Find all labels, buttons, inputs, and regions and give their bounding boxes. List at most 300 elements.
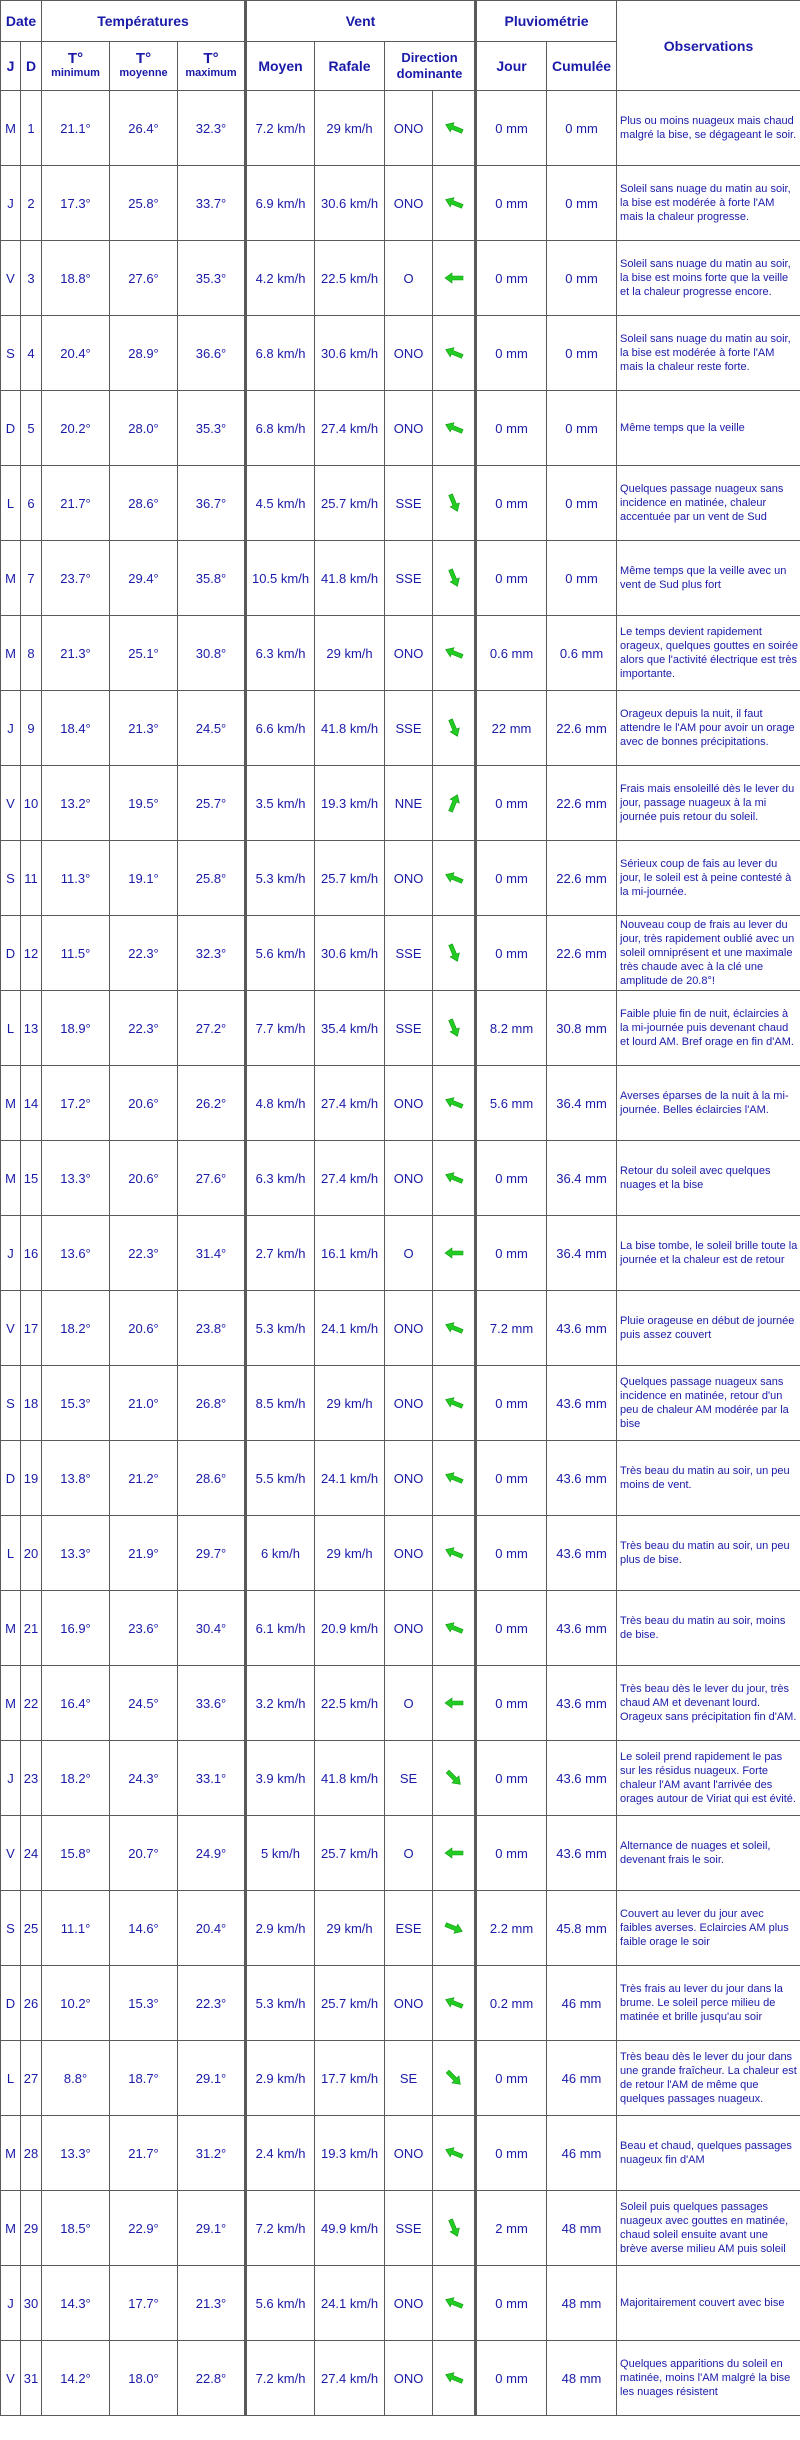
wind-avg: 5 km/h xyxy=(246,1816,315,1891)
day-letter: S xyxy=(1,1366,21,1441)
day-number: 14 xyxy=(21,1066,42,1141)
rain-day: 0.6 mm xyxy=(476,616,547,691)
day-letter: D xyxy=(1,1441,21,1516)
temp-avg: 28.9° xyxy=(110,316,178,391)
wind-avg: 3.9 km/h xyxy=(246,1741,315,1816)
day-letter: J xyxy=(1,2266,21,2341)
day-number: 5 xyxy=(21,391,42,466)
rain-cumulative: 43.6 mm xyxy=(547,1291,617,1366)
rain-day: 0 mm xyxy=(476,91,547,166)
header-tmoy: T° moyenne xyxy=(110,42,178,91)
wind-arrow xyxy=(433,2341,476,2416)
rain-cumulative: 0.6 mm xyxy=(547,616,617,691)
temp-min: 21.1° xyxy=(42,91,110,166)
observation: Plus ou moins nuageux mais chaud malgré la bise, se dégageant le soir. xyxy=(617,91,800,166)
observation: Même temps que la veille xyxy=(617,391,800,466)
wind-arrow xyxy=(433,691,476,766)
rain-day: 0 mm xyxy=(476,841,547,916)
temp-max: 31.4° xyxy=(178,1216,246,1291)
rain-day: 5.6 mm xyxy=(476,1066,547,1141)
rain-day: 0 mm xyxy=(476,166,547,241)
wind-gust: 22.5 km/h xyxy=(315,1666,385,1741)
wind-avg: 6 km/h xyxy=(246,1516,315,1591)
wind-direction: ONO xyxy=(385,841,433,916)
observation: Soleil sans nuage du matin au soir, la bise est moins forte que la veille et la chaleur progresse encore. xyxy=(617,241,800,316)
temp-avg: 21.3° xyxy=(110,691,178,766)
rain-cumulative: 46 mm xyxy=(547,1966,617,2041)
rain-cumulative: 45.8 mm xyxy=(547,1891,617,1966)
rain-cumulative: 22.6 mm xyxy=(547,766,617,841)
temp-max: 33.7° xyxy=(178,166,246,241)
wind-arrow-icon xyxy=(444,643,464,663)
wind-direction: ONO xyxy=(385,1591,433,1666)
wind-arrow-icon xyxy=(444,568,464,588)
table-row xyxy=(1,316,800,391)
temp-min: 10.2° xyxy=(42,1966,110,2041)
temp-max: 33.6° xyxy=(178,1666,246,1741)
rain-cumulative: 0 mm xyxy=(547,166,617,241)
wind-direction: ONO xyxy=(385,166,433,241)
temp-min: 20.4° xyxy=(42,316,110,391)
wind-direction: SSE xyxy=(385,991,433,1066)
day-letter: L xyxy=(1,466,21,541)
temp-max: 23.8° xyxy=(178,1291,246,1366)
temp-min: 11.1° xyxy=(42,1891,110,1966)
day-number: 18 xyxy=(21,1366,42,1441)
observation: Très beau du matin au soir, moins de bise. xyxy=(617,1591,800,1666)
rain-cumulative: 22.6 mm xyxy=(547,841,617,916)
rain-day: 0 mm xyxy=(476,241,547,316)
table-row xyxy=(1,841,800,916)
day-letter: M xyxy=(1,616,21,691)
rain-day: 0 mm xyxy=(476,1591,547,1666)
rain-day: 0 mm xyxy=(476,1216,547,1291)
rain-cumulative: 43.6 mm xyxy=(547,1666,617,1741)
temp-min: 21.7° xyxy=(42,466,110,541)
wind-arrow xyxy=(433,466,476,541)
observation: Quelques passage nuageux sans incidence en matinée, chaleur accentuée par un vent de Sud xyxy=(617,466,800,541)
rain-day: 0 mm xyxy=(476,1516,547,1591)
day-letter: D xyxy=(1,391,21,466)
wind-arrow-icon xyxy=(444,1393,464,1413)
wind-direction: SSE xyxy=(385,916,433,991)
rain-cumulative: 30.8 mm xyxy=(547,991,617,1066)
table-row xyxy=(1,766,800,841)
wind-arrow-icon xyxy=(444,118,464,138)
wind-arrow xyxy=(433,1666,476,1741)
rain-cumulative: 36.4 mm xyxy=(547,1141,617,1216)
wind-arrow xyxy=(433,1066,476,1141)
temp-max: 27.6° xyxy=(178,1141,246,1216)
rain-day: 0 mm xyxy=(476,2116,547,2191)
wind-avg: 2.9 km/h xyxy=(246,1891,315,1966)
header-pluviometrie: Pluviométrie xyxy=(476,1,617,42)
day-number: 11 xyxy=(21,841,42,916)
temp-max: 22.8° xyxy=(178,2341,246,2416)
table-row xyxy=(1,2116,800,2191)
temp-min: 15.8° xyxy=(42,1816,110,1891)
day-letter: M xyxy=(1,2116,21,2191)
temp-max: 31.2° xyxy=(178,2116,246,2191)
temp-avg: 22.3° xyxy=(110,991,178,1066)
wind-avg: 6.3 km/h xyxy=(246,1141,315,1216)
wind-arrow-icon xyxy=(444,1018,464,1038)
temp-avg: 28.6° xyxy=(110,466,178,541)
rain-cumulative: 0 mm xyxy=(547,466,617,541)
temp-max: 26.8° xyxy=(178,1366,246,1441)
temp-avg: 20.6° xyxy=(110,1141,178,1216)
wind-arrow-icon xyxy=(444,1318,464,1338)
temp-avg: 22.3° xyxy=(110,916,178,991)
wind-avg: 6.6 km/h xyxy=(246,691,315,766)
temp-avg: 20.6° xyxy=(110,1291,178,1366)
day-number: 3 xyxy=(21,241,42,316)
temp-avg: 20.6° xyxy=(110,1066,178,1141)
table-row xyxy=(1,1366,800,1441)
day-number: 26 xyxy=(21,1966,42,2041)
wind-direction: NNE xyxy=(385,766,433,841)
rain-day: 0 mm xyxy=(476,391,547,466)
wind-direction: ONO xyxy=(385,1066,433,1141)
rain-day: 0 mm xyxy=(476,1141,547,1216)
wind-arrow xyxy=(433,541,476,616)
table-row xyxy=(1,2266,800,2341)
rain-day: 2 mm xyxy=(476,2191,547,2266)
observation: Frais mais ensoleillé dès le lever du jour, passage nuageux à la mi journée puis retour du soleil. xyxy=(617,766,800,841)
temp-max: 35.8° xyxy=(178,541,246,616)
temp-max: 32.3° xyxy=(178,916,246,991)
temp-min: 18.8° xyxy=(42,241,110,316)
observation: La bise tombe, le soleil brille toute la journée et la chaleur est de retour xyxy=(617,1216,800,1291)
temp-min: 18.2° xyxy=(42,1741,110,1816)
table-row xyxy=(1,691,800,766)
wind-gust: 24.1 km/h xyxy=(315,1441,385,1516)
day-number: 23 xyxy=(21,1741,42,1816)
rain-day: 0 mm xyxy=(476,1366,547,1441)
temp-min: 11.5° xyxy=(42,916,110,991)
temp-min: 15.3° xyxy=(42,1366,110,1441)
table-row xyxy=(1,1741,800,1816)
temp-avg: 18.0° xyxy=(110,2341,178,2416)
observation: Le soleil prend rapidement le pas sur les résidus nuageux. Forte chaleur l'AM avant l'arrivée des orages autour de Viriat qui est évité. xyxy=(617,1741,800,1816)
rain-cumulative: 46 mm xyxy=(547,2041,617,2116)
observation: Orageux depuis la nuit, il faut attendre le l'AM pour avoir un orage avec de bonnes précipitations. xyxy=(617,691,800,766)
wind-direction: SE xyxy=(385,1741,433,1816)
wind-arrow xyxy=(433,1366,476,1441)
header-tmin: T° minimum xyxy=(42,42,110,91)
wind-arrow xyxy=(433,1141,476,1216)
wind-gust: 25.7 km/h xyxy=(315,466,385,541)
wind-arrow xyxy=(433,91,476,166)
day-number: 28 xyxy=(21,2116,42,2191)
wind-arrow-icon xyxy=(444,493,464,513)
observation: Nouveau coup de frais au lever du jour, très rapidement oublié avec un soleil omniprésent et une maximale très chaude avec à la clé une amplitude de 20.8°! xyxy=(617,916,800,991)
table-row xyxy=(1,2191,800,2266)
wind-arrow-icon xyxy=(444,2068,464,2088)
wind-arrow-icon xyxy=(444,268,464,288)
temp-min: 20.2° xyxy=(42,391,110,466)
rain-cumulative: 22.6 mm xyxy=(547,916,617,991)
temp-min: 18.9° xyxy=(42,991,110,1066)
temp-max: 30.8° xyxy=(178,616,246,691)
temp-max: 25.7° xyxy=(178,766,246,841)
wind-gust: 30.6 km/h xyxy=(315,316,385,391)
rain-cumulative: 43.6 mm xyxy=(547,1441,617,1516)
rain-day: 0 mm xyxy=(476,1741,547,1816)
day-letter: D xyxy=(1,1966,21,2041)
wind-avg: 2.4 km/h xyxy=(246,2116,315,2191)
observation: Pluie orageuse en début de journée puis assez couvert xyxy=(617,1291,800,1366)
rain-cumulative: 43.6 mm xyxy=(547,1816,617,1891)
rain-day: 0 mm xyxy=(476,766,547,841)
table-row xyxy=(1,1891,800,1966)
day-number: 10 xyxy=(21,766,42,841)
wind-gust: 29 km/h xyxy=(315,1516,385,1591)
day-letter: M xyxy=(1,541,21,616)
wind-gust: 22.5 km/h xyxy=(315,241,385,316)
wind-direction: ONO xyxy=(385,1291,433,1366)
wind-direction: ONO xyxy=(385,1141,433,1216)
rain-cumulative: 0 mm xyxy=(547,316,617,391)
table-row xyxy=(1,616,800,691)
header-direction: Direction dominante xyxy=(385,42,476,91)
table-row xyxy=(1,1816,800,1891)
wind-gust: 30.6 km/h xyxy=(315,916,385,991)
table-row xyxy=(1,91,800,166)
wind-direction: SSE xyxy=(385,691,433,766)
wind-avg: 5.6 km/h xyxy=(246,2266,315,2341)
temp-avg: 15.3° xyxy=(110,1966,178,2041)
temp-min: 16.4° xyxy=(42,1666,110,1741)
observation: Très beau dès le lever du jour dans une grande fraîcheur. La chaleur est de retour l'AM de même que quelques passages nuageux. xyxy=(617,2041,800,2116)
day-number: 21 xyxy=(21,1591,42,1666)
temp-min: 13.3° xyxy=(42,1516,110,1591)
day-letter: V xyxy=(1,766,21,841)
temp-min: 13.8° xyxy=(42,1441,110,1516)
temp-min: 18.5° xyxy=(42,2191,110,2266)
wind-avg: 6.8 km/h xyxy=(246,316,315,391)
rain-cumulative: 43.6 mm xyxy=(547,1366,617,1441)
wind-arrow-icon xyxy=(444,418,464,438)
temp-avg: 20.7° xyxy=(110,1816,178,1891)
day-number: 6 xyxy=(21,466,42,541)
temp-max: 36.7° xyxy=(178,466,246,541)
table-row xyxy=(1,1666,800,1741)
temp-avg: 21.7° xyxy=(110,2116,178,2191)
temp-avg: 27.6° xyxy=(110,241,178,316)
day-letter: S xyxy=(1,316,21,391)
wind-gust: 27.4 km/h xyxy=(315,391,385,466)
wind-direction: SE xyxy=(385,2041,433,2116)
wind-avg: 3.5 km/h xyxy=(246,766,315,841)
wind-gust: 35.4 km/h xyxy=(315,991,385,1066)
wind-gust: 25.7 km/h xyxy=(315,1816,385,1891)
wind-arrow xyxy=(433,2116,476,2191)
temp-avg: 28.0° xyxy=(110,391,178,466)
day-number: 2 xyxy=(21,166,42,241)
wind-avg: 4.8 km/h xyxy=(246,1066,315,1141)
wind-direction: ONO xyxy=(385,1966,433,2041)
day-number: 4 xyxy=(21,316,42,391)
wind-arrow xyxy=(433,916,476,991)
temp-max: 26.2° xyxy=(178,1066,246,1141)
rain-cumulative: 43.6 mm xyxy=(547,1516,617,1591)
temp-min: 18.2° xyxy=(42,1291,110,1366)
wind-gust: 49.9 km/h xyxy=(315,2191,385,2266)
wind-direction: O xyxy=(385,241,433,316)
temp-min: 18.4° xyxy=(42,691,110,766)
day-letter: M xyxy=(1,1666,21,1741)
wind-gust: 29 km/h xyxy=(315,1891,385,1966)
day-letter: V xyxy=(1,1816,21,1891)
temp-max: 25.8° xyxy=(178,841,246,916)
wind-avg: 7.2 km/h xyxy=(246,91,315,166)
table-row xyxy=(1,166,800,241)
wind-arrow-icon xyxy=(444,1168,464,1188)
temp-avg: 19.1° xyxy=(110,841,178,916)
table-row xyxy=(1,1141,800,1216)
temp-max: 22.3° xyxy=(178,1966,246,2041)
wind-direction: O xyxy=(385,1816,433,1891)
day-number: 20 xyxy=(21,1516,42,1591)
observation: Même temps que la veille avec un vent de Sud plus fort xyxy=(617,541,800,616)
temp-avg: 23.6° xyxy=(110,1591,178,1666)
temp-max: 20.4° xyxy=(178,1891,246,1966)
table-row xyxy=(1,1966,800,2041)
wind-avg: 5.3 km/h xyxy=(246,1291,315,1366)
day-number: 22 xyxy=(21,1666,42,1741)
wind-arrow-icon xyxy=(444,718,464,738)
temp-max: 36.6° xyxy=(178,316,246,391)
wind-gust: 30.6 km/h xyxy=(315,166,385,241)
wind-arrow-icon xyxy=(444,868,464,888)
temp-avg: 14.6° xyxy=(110,1891,178,1966)
table-row xyxy=(1,916,800,991)
wind-arrow xyxy=(433,1816,476,1891)
wind-avg: 5.5 km/h xyxy=(246,1441,315,1516)
table-row xyxy=(1,1066,800,1141)
wind-arrow xyxy=(433,766,476,841)
temp-min: 14.2° xyxy=(42,2341,110,2416)
wind-gust: 25.7 km/h xyxy=(315,841,385,916)
table-row xyxy=(1,391,800,466)
day-number: 7 xyxy=(21,541,42,616)
wind-arrow xyxy=(433,391,476,466)
day-letter: M xyxy=(1,1066,21,1141)
temp-avg: 24.5° xyxy=(110,1666,178,1741)
wind-direction: ONO xyxy=(385,1441,433,1516)
wind-direction: ESE xyxy=(385,1891,433,1966)
observation: Majoritairement couvert avec bise xyxy=(617,2266,800,2341)
observation: Très frais au lever du jour dans la brume. Le soleil perce milieu de matinée et brille jusqu'au soir xyxy=(617,1966,800,2041)
observation: Soleil sans nuage du matin au soir, la bise est modérée à forte l'AM mais la chaleur reste forte. xyxy=(617,316,800,391)
wind-avg: 2.9 km/h xyxy=(246,2041,315,2116)
rain-day: 0 mm xyxy=(476,2266,547,2341)
wind-direction: ONO xyxy=(385,1516,433,1591)
header-temperatures: Températures xyxy=(42,1,246,42)
wind-arrow-icon xyxy=(444,2293,464,2313)
day-number: 12 xyxy=(21,916,42,991)
temp-avg: 21.2° xyxy=(110,1441,178,1516)
wind-arrow xyxy=(433,316,476,391)
header-j: J xyxy=(1,42,21,91)
temp-min: 21.3° xyxy=(42,616,110,691)
wind-avg: 4.2 km/h xyxy=(246,241,315,316)
wind-arrow-icon xyxy=(444,2218,464,2238)
wind-avg: 10.5 km/h xyxy=(246,541,315,616)
wind-arrow xyxy=(433,616,476,691)
wind-arrow xyxy=(433,166,476,241)
observation: Sérieux coup de fais au lever du jour, le soleil est à peine contesté à la mi-journée. xyxy=(617,841,800,916)
wind-gust: 24.1 km/h xyxy=(315,2266,385,2341)
wind-gust: 27.4 km/h xyxy=(315,1066,385,1141)
temp-min: 13.6° xyxy=(42,1216,110,1291)
rain-day: 0 mm xyxy=(476,316,547,391)
wind-avg: 6.8 km/h xyxy=(246,391,315,466)
rain-day: 0 mm xyxy=(476,1441,547,1516)
day-letter: V xyxy=(1,2341,21,2416)
wind-avg: 2.7 km/h xyxy=(246,1216,315,1291)
temp-avg: 21.9° xyxy=(110,1516,178,1591)
header-d: D xyxy=(21,42,42,91)
observation: Retour du soleil avec quelques nuages et la bise xyxy=(617,1141,800,1216)
rain-cumulative: 36.4 mm xyxy=(547,1066,617,1141)
day-number: 25 xyxy=(21,1891,42,1966)
day-letter: M xyxy=(1,2191,21,2266)
table-row xyxy=(1,1216,800,1291)
table-row xyxy=(1,1441,800,1516)
wind-gust: 24.1 km/h xyxy=(315,1291,385,1366)
wind-arrow xyxy=(433,1291,476,1366)
wind-arrow xyxy=(433,1741,476,1816)
rain-day: 7.2 mm xyxy=(476,1291,547,1366)
rain-day: 0 mm xyxy=(476,2341,547,2416)
temp-avg: 29.4° xyxy=(110,541,178,616)
day-number: 15 xyxy=(21,1141,42,1216)
temp-min: 13.2° xyxy=(42,766,110,841)
wind-direction: ONO xyxy=(385,91,433,166)
wind-direction: ONO xyxy=(385,1366,433,1441)
wind-arrow-icon xyxy=(444,1093,464,1113)
wind-arrow-icon xyxy=(444,343,464,363)
temp-avg: 25.1° xyxy=(110,616,178,691)
wind-arrow-icon xyxy=(444,1618,464,1638)
wind-arrow xyxy=(433,241,476,316)
wind-avg: 5.6 km/h xyxy=(246,916,315,991)
day-letter: J xyxy=(1,1741,21,1816)
temp-min: 17.2° xyxy=(42,1066,110,1141)
temp-min: 14.3° xyxy=(42,2266,110,2341)
rain-day: 0 mm xyxy=(476,2041,547,2116)
wind-gust: 41.8 km/h xyxy=(315,691,385,766)
rain-cumulative: 36.4 mm xyxy=(547,1216,617,1291)
temp-min: 16.9° xyxy=(42,1591,110,1666)
rain-cumulative: 48 mm xyxy=(547,2341,617,2416)
temp-max: 32.3° xyxy=(178,91,246,166)
wind-arrow xyxy=(433,1216,476,1291)
table-row xyxy=(1,466,800,541)
day-number: 8 xyxy=(21,616,42,691)
rain-day: 22 mm xyxy=(476,691,547,766)
table-body xyxy=(1,91,800,2416)
table-header xyxy=(1,1,800,91)
wind-avg: 7.2 km/h xyxy=(246,2191,315,2266)
day-letter: V xyxy=(1,1291,21,1366)
observation: Couvert au lever du jour avec faibles averses. Eclaircies AM plus faible orage le soir xyxy=(617,1891,800,1966)
header-vent: Vent xyxy=(246,1,476,42)
table-row xyxy=(1,1591,800,1666)
temp-max: 29.1° xyxy=(178,2041,246,2116)
